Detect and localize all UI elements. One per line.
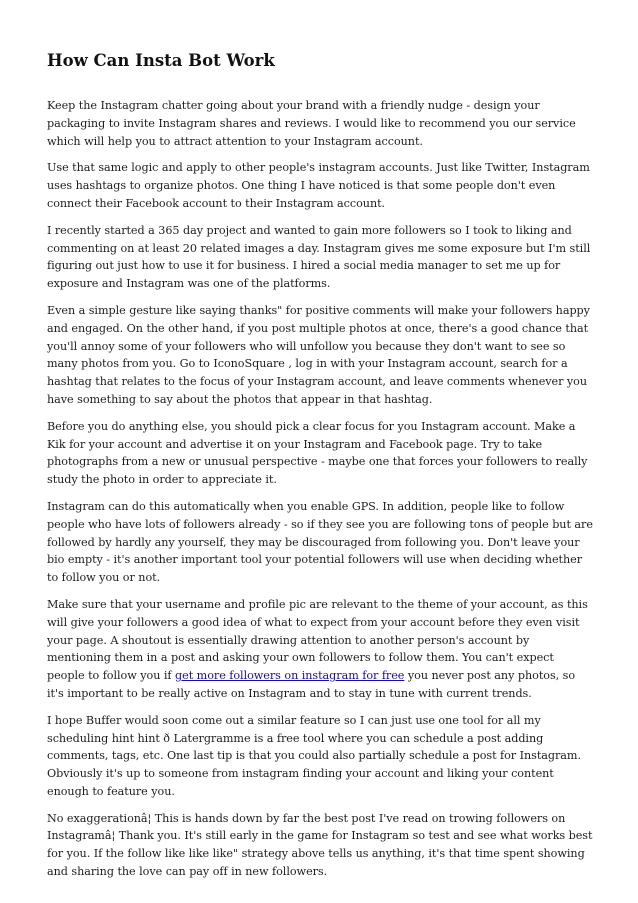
document-title: How Can Insta Bot Work [47, 51, 275, 70]
paragraph-1: Keep the Instagram chatter going about your brand with a friendly nudge - design your packaging to invite Instagram shares and reviews. I would like to recommend you our service which will help you to attract attention to your Instagram account. [47, 99, 576, 148]
paragraph-7-text-end: you never post any photos, so it's important to be really active on Instagram and to stay in tune with current trends. [47, 669, 576, 700]
paragraph-9: No exaggerationâ¦ This is hands down by far the best post I've read on trowing followers on Instagramâ¦ Thank you. It's still early in the game for Instagram so test and see what works best for you. If the follow like like like" strategy above tells us anything, it's that time spent showing and sharing the love can pay off in new followers. [47, 811, 593, 879]
paragraph-7 [47, 596, 594, 703]
get-more-followers-link[interactable]: get more followers on instagram for free [175, 669, 405, 683]
paragraph-6: Instagram can do this automatically when you enable GPS. In addition, people like to follow people who have lots of followers already - so if they see you are following tons of people but are followed by hardly any yourself, they may be discouraged from following you. Don't leave your bio empty - it's another important tool your potential followers will use when deciding whether to follow you or not. [47, 499, 593, 585]
paragraph-3: I recently started a 365 day project and wanted to gain more followers so I took to liking and commenting on at least 20 related images a day. Instagram gives me some exposure but I'm still figuring out just how to use it for business. I hired a social media manager to set me up for exposure and Instagram was one of the platforms. [47, 223, 591, 291]
paragraph-7-text-start: Make sure that your username and profile pic are relevant to the theme of your account, as this will give your followers a good idea of what to expect from your account before they even visit your page. A shoutout is essentially drawing attention to another person's account by mentioning them in a post and asking your own followers to follow them. You can't expect people to follow you if [47, 597, 588, 683]
paragraph-8: I hope Buffer would soon come out a similar feature so I can just use one tool for all my scheduling hint hint ð Latergramme is a free tool where you can schedule a post adding comments, tags, etc. One last tip is that you could also partially schedule a post for Instagram. Obviously it's up to someone from instagram finding your account and liking your content enough to feature you. [47, 713, 581, 798]
paragraph-5: Before you do anything else, you should pick a clear focus for you Instagram account. Make a Kik for your account and advertise it on your Instagram and Facebook page. Try to take photographs from a new or unusual perspective - maybe one that forces your followers to really study the photo in order to appreciate it. [47, 419, 588, 487]
paragraph-2: Use that same logic and apply to other people's instagram accounts. Just like Twitter, Instagram uses hashtags to organize photos. One thing I have noticed is that some people don't even connect their Facebook account to their Instagram account. [47, 161, 590, 210]
paragraph-4: Even a simple gesture like saying thanks" for positive comments will make your followers happy and engaged. On the other hand, if you post multiple photos at once, there's a good chance that you'll annoy some of your followers who will unfollow you because they don't want to see so many photos from you. Go to IconoSquare , log in with your Instagram account, search for a hashtag that relates to the focus of your Instagram account, and leave comments whenever you have something to say about the photos that appear in that hashtag. [47, 303, 590, 406]
